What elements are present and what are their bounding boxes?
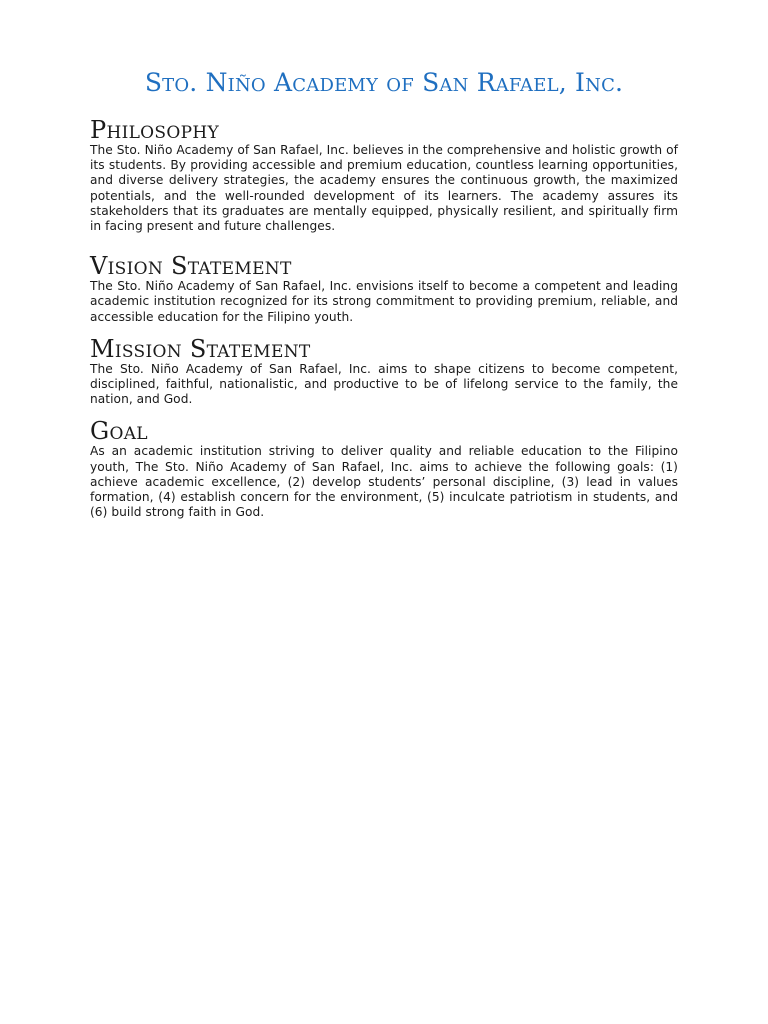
vision-heading: Vision Statement bbox=[90, 252, 292, 281]
mission-section bbox=[90, 334, 678, 408]
mission-text: The Sto. Niño Academy of San Rafael, Inc. aims to shape citizens to become competent, disciplined, faithful, nationalistic, and productive to be of lifelong service to the family, the nation, and God. bbox=[90, 361, 678, 407]
philosophy-section bbox=[90, 118, 678, 234]
goal-section bbox=[90, 419, 678, 520]
document-page bbox=[90, 70, 678, 520]
philosophy-text: The Sto. Niño Academy of San Rafael, Inc. believes in the comprehensive and holistic growth of its students. By providing accessible and premium education, countless learning opportunities, and diverse delivery strategies, the academy ensures the continuous growth, the maximized potentials, and the well-rounded development of its learners. The academy assures its stakeholders that its graduates are mentally equipped, physically resilient, and spiritually firm in facing present and future challenges. bbox=[90, 143, 678, 234]
vision-text: The Sto. Niño Academy of San Rafael, Inc. envisions itself to become a competent and leading academic institution recognized for its strong commitment to providing premium, reliable, and accessible education for the Filipino youth. bbox=[90, 279, 678, 324]
goal-text: As an academic institution striving to deliver quality and reliable education to the Filipino youth, The Sto. Niño Academy of San Rafael, Inc. aims to achieve the following goals: (1) achieve academic excellence, (2) develop students’ personal discipline, (3) lead in values formation, (4) establish concern for the environment, (5) inculcate patriotism in students, and (6) build strong faith in God. bbox=[90, 444, 678, 520]
document-title: Sto. Niño Academy of San Rafael, Inc. bbox=[144, 68, 624, 97]
philosophy-heading: Philosophy bbox=[90, 116, 219, 144]
vision-section bbox=[90, 254, 678, 325]
mission-heading: Mission Statement bbox=[90, 334, 311, 363]
goal-heading: Goal bbox=[90, 417, 148, 446]
